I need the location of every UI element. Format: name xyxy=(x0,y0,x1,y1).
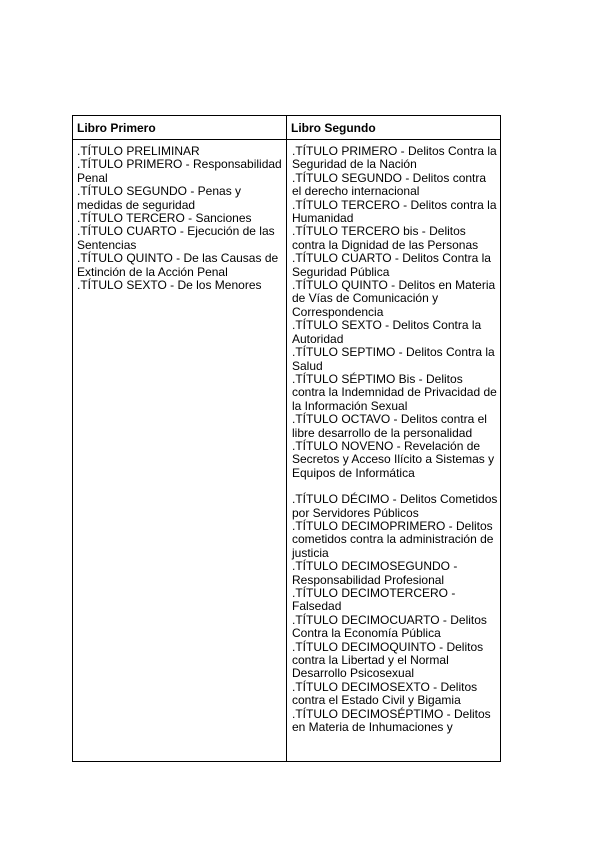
list-item: .TÍTULO QUINTO - Delitos en Materia de Vías de Comunicación y Correspondencia xyxy=(292,278,496,319)
list-item: .TÍTULO CUARTO - Delitos Contra la Seguridad Pública xyxy=(292,251,491,279)
list-item: .TÍTULO DECIMOSEXTO - Delitos contra el Estado Civil y Bigamia xyxy=(292,679,478,708)
list-item: .TÍTULO PRIMERO - Responsabilidad Penal xyxy=(77,157,282,185)
list-item: .TÍTULO PRIMERO - Delitos Contra la Seguridad de la Nación xyxy=(292,144,497,172)
list-item: .TÍTULO SEGUNDO - Penas y medidas de seguridad xyxy=(77,184,242,212)
list-item: .TÍTULO DECIMOPRIMERO - Delitos cometidos contra la administración de justicia xyxy=(292,518,494,560)
libro-primero-list xyxy=(73,140,286,292)
list-item: .TÍTULO SEGUNDO - Delitos contra el derecho internacional xyxy=(292,170,487,199)
list-item: .TÍTULO SEXTO - De los Menores xyxy=(77,278,262,293)
libro-segundo-list xyxy=(287,140,500,734)
table-body-row xyxy=(73,140,501,762)
list-item: .TÍTULO DÉCIMO - Delitos Cometidos por Servidores Públicos xyxy=(292,492,498,520)
list-item: .TÍTULO DECIMOQUINTO - Delitos contra la Libertad y el Normal Desarrollo Psicosexual xyxy=(292,639,484,681)
list-item: .TÍTULO OCTAVO - Delitos contra el libre desarrollo de la personalidad xyxy=(292,412,487,440)
header-libro-primero: Libro Primero xyxy=(77,121,156,135)
cell-libro-primero xyxy=(73,140,287,762)
list-item: .TÍTULO TERCERO bis - Delitos contra la Dignidad de las Personas xyxy=(292,224,479,252)
header-libro-segundo: Libro Segundo xyxy=(291,121,376,135)
header-cell-libro-primero xyxy=(73,116,287,140)
list-item: .TÍTULO SÉPTIMO Bis - Delitos contra la Indemnidad de Privacidad de la Información Sexual xyxy=(292,371,497,413)
list-item: .TÍTULO TERCERO - Delitos contra la Humanidad xyxy=(292,197,497,226)
cell-libro-segundo xyxy=(287,140,501,762)
list-item: .TÍTULO SEPTIMO - Delitos Contra la Salud xyxy=(292,345,495,373)
list-item: .TÍTULO CUARTO - Ejecución de las Sentencias xyxy=(77,224,275,252)
list-item: .TÍTULO DECIMOCUARTO - Delitos Contra la Economía Pública xyxy=(292,612,487,641)
list-item: .TÍTULO NOVENO - Revelación de Secretos y Acceso Ilícito a Sistemas y Equipos de Informática xyxy=(292,438,495,480)
header-cell-libro-segundo xyxy=(287,116,501,140)
list-item: .TÍTULO QUINTO - De las Causas de Extinción de la Acción Penal xyxy=(77,251,279,279)
books-table xyxy=(72,115,501,762)
list-item: .TÍTULO SEXTO - Delitos Contra la Autoridad xyxy=(292,318,482,346)
list-item: .TÍTULO TERCERO - Sanciones xyxy=(77,211,252,226)
list-item: .TÍTULO DECIMOSÉPTIMO - Delitos en Materia de Inhumaciones y xyxy=(292,706,491,735)
list-item: .TÍTULO DECIMOTERCERO - Falsedad xyxy=(292,586,456,614)
list-item: .TÍTULO PRELIMINAR xyxy=(77,144,200,158)
table-header-row xyxy=(73,116,501,140)
list-item: .TÍTULO DECIMOSEGUNDO - Responsabilidad Profesional xyxy=(292,559,458,587)
